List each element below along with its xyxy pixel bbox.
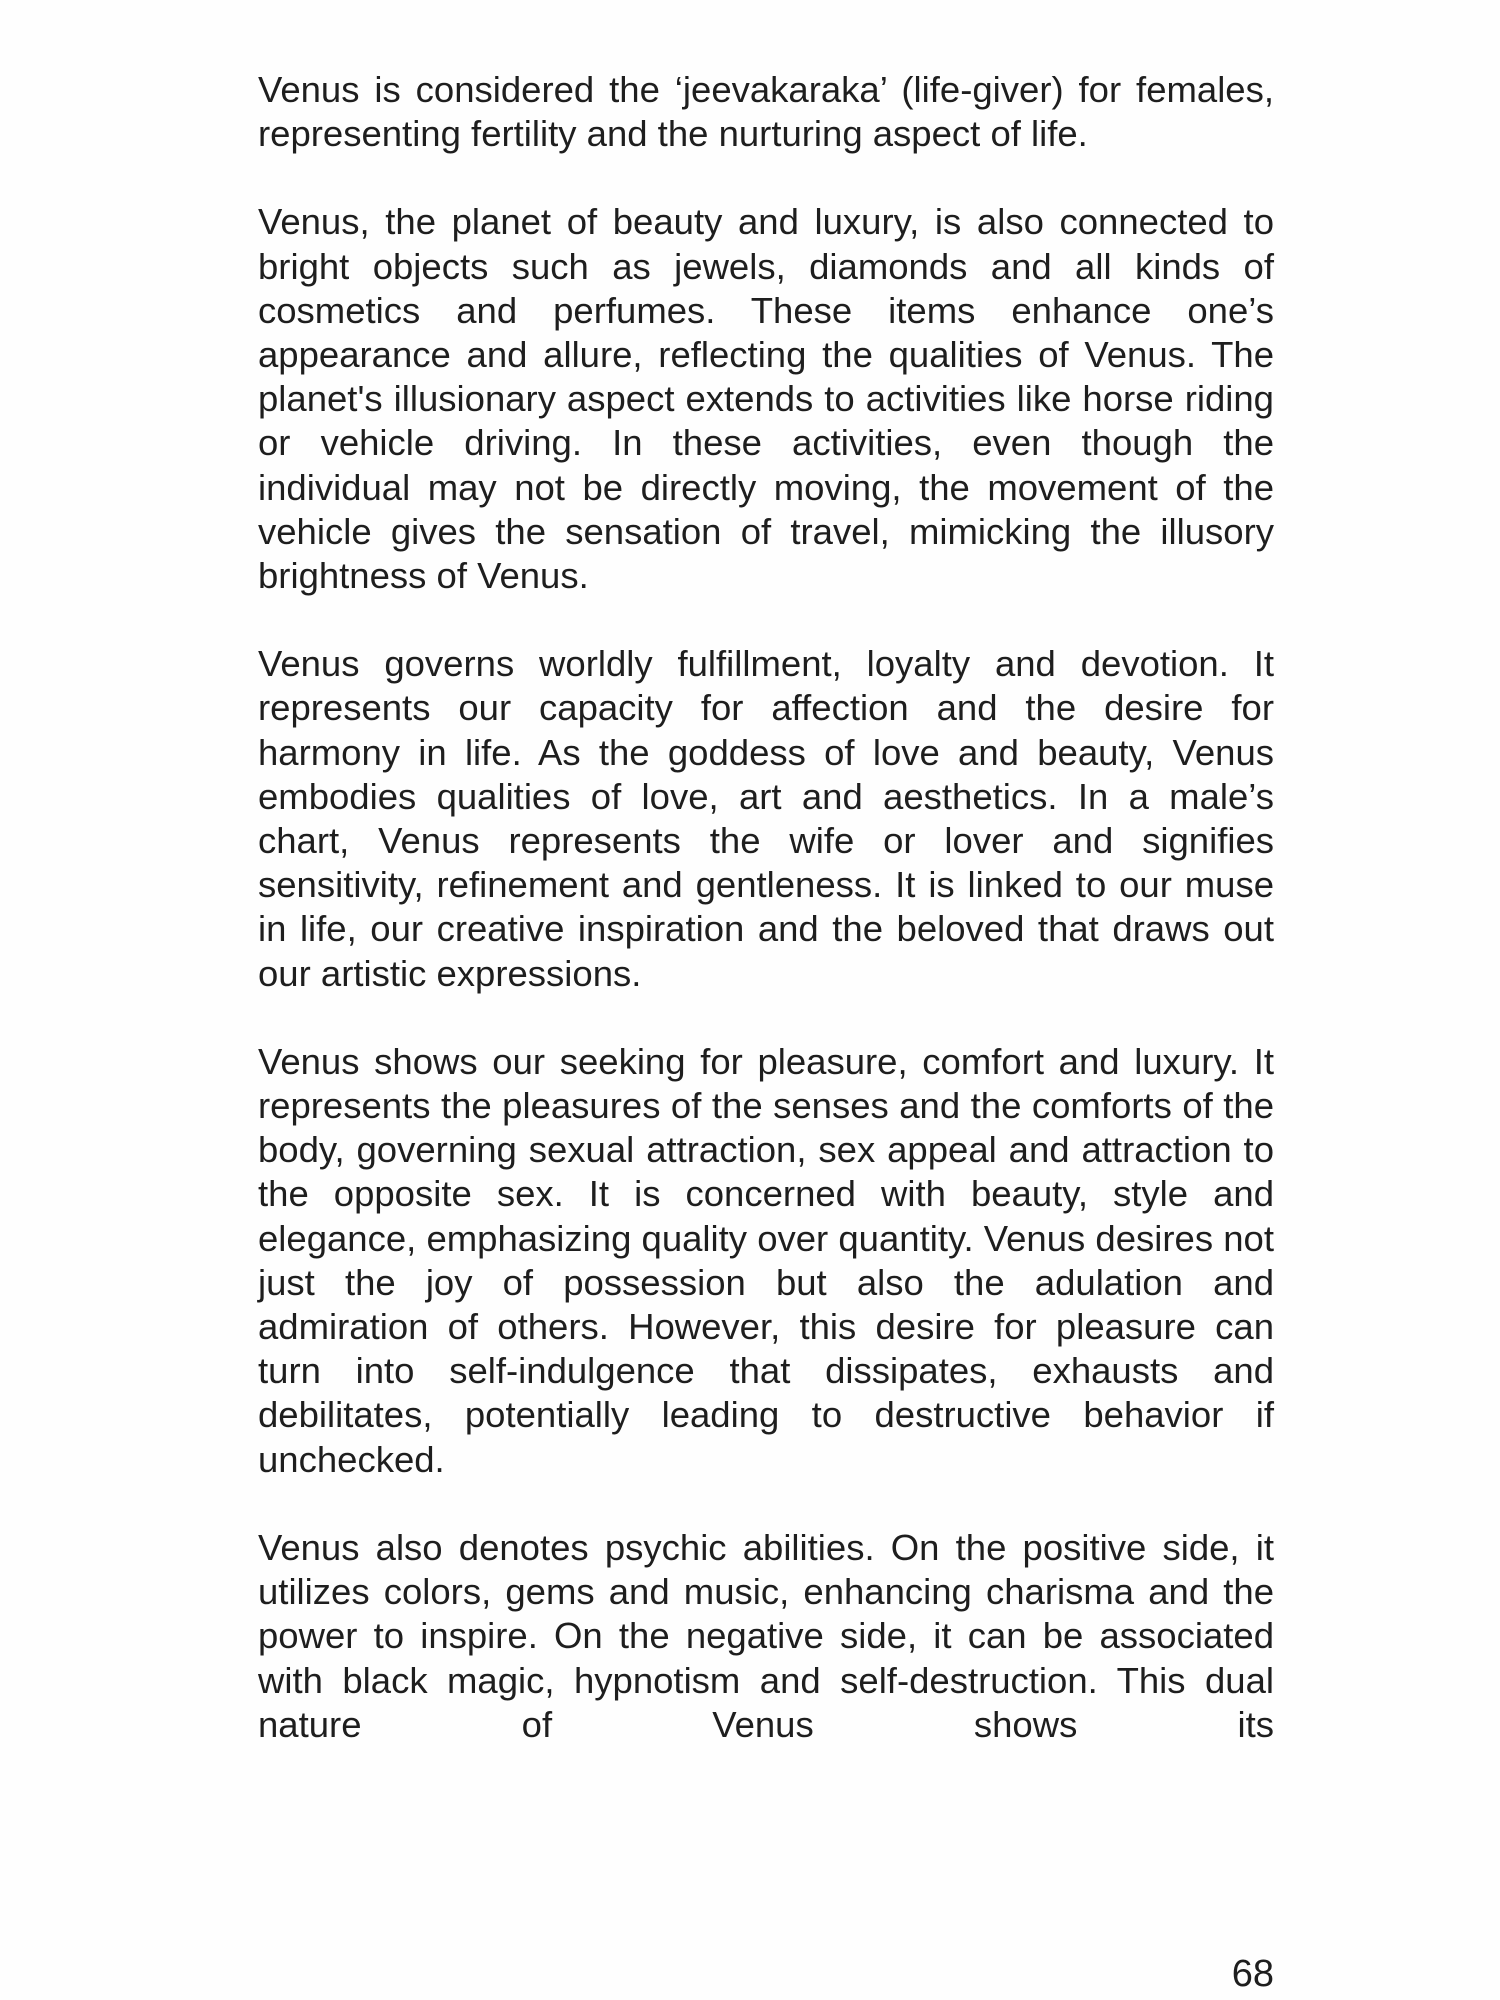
paragraph-jeevakaraka: Venus is considered the ‘jeevakaraka’ (life-giver) for females, representing fertility and the nurturing aspect of life. <box>258 69 1274 155</box>
paragraph-pleasure-comfort: Venus shows our seeking for pleasure, comfort and luxury. It represents the pleasures of the senses and the comforts of the body, governing sexual attraction, sex appeal and attraction to the opposite sex. It is concerned with beauty, style and elegance, emphasizing quality over quantity. Venus desires not just the joy of possession but also the adulation and admiration of others. However, this desire for pleasure can turn into self-indulgence that dissipates, exhausts and debilitates, potentially leading to destructive behavior if unchecked. <box>258 1040 1274 1480</box>
paragraph-beauty-luxury: Venus, the planet of beauty and luxury, is also connected to bright objects such as jewels, diamonds and all kinds of cosmetics and perfumes. These items enhance one’s appearance and allure, reflecting the qualities of Venus. The planet's illusionary aspect extends to activities like horse riding or vehicle driving. In these activities, even though the individual may not be directly moving, the movement of the vehicle gives the sensation of travel, mimicking the illusory brightness of Venus. <box>258 201 1274 597</box>
page-number: 68 <box>1231 1953 1274 1995</box>
paragraph-worldly-fulfillment: Venus governs worldly fulfillment, loyalty and devotion. It represents our capacity for affection and the desire for harmony in life. As the goddess of love and beauty, Venus embodies qualities of love, art and aesthetics. In a male’s chart, Venus represents the wife or lover and signifies sensitivity, refinement and gentleness. It is linked to our muse in life, our creative inspiration and the beloved that draws out our artistic expressions. <box>258 643 1274 994</box>
paragraph-psychic-abilities: Venus also denotes psychic abilities. On the positive side, it utilizes colors, gems and music, enhancing charisma and the power to inspire. On the negative side, it can be associated with black magic, hypnotism and self-destruction. This dual nature of Venus shows its <box>258 1526 1274 1745</box>
body-text <box>258 68 1274 1747</box>
